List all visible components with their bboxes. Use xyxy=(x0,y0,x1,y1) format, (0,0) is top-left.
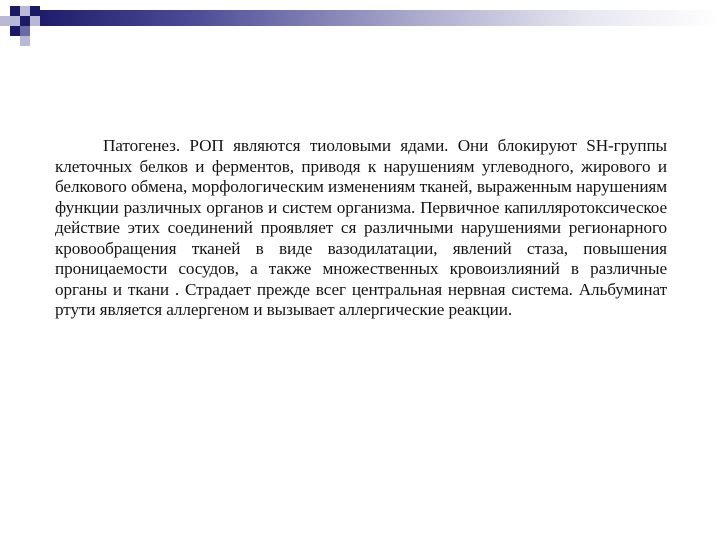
header-square-decoration xyxy=(20,16,30,26)
header-square-decoration xyxy=(0,16,10,26)
body-paragraph: Патогенез. РОП являются тиоловыми ядами. Они блокируют SH-группы клеточных белков и ферментов, приводя к нарушениям углеводного, жирового и белкового обмена, морфологическим изменениям тканей, выраженным нарушениям функции различных органов и систем организма. Первичное капилляротоксическое действие этих соединений проявляет ся различными нарушениями регионарного кровообращения тканей в виде вазодилатации, явлений стаза, повышения проницаемости сосудов, а также множественных кровоизлияний в различные органы и ткани . Страдает прежде всег центральная нервная система. Альбуминат ртути является аллергеном и вызывает аллергические реакции. xyxy=(55,136,667,319)
header-square-decoration xyxy=(10,26,20,36)
header-square-decoration xyxy=(30,16,40,26)
header-gradient-bar xyxy=(40,10,720,26)
header-square-decoration xyxy=(10,16,20,26)
slide-header-decoration xyxy=(0,0,720,48)
header-square-decoration xyxy=(20,26,30,36)
header-square-decoration xyxy=(20,36,30,46)
header-square-decoration xyxy=(10,6,20,16)
header-square-decoration xyxy=(30,6,40,16)
header-square-decoration xyxy=(20,6,30,16)
